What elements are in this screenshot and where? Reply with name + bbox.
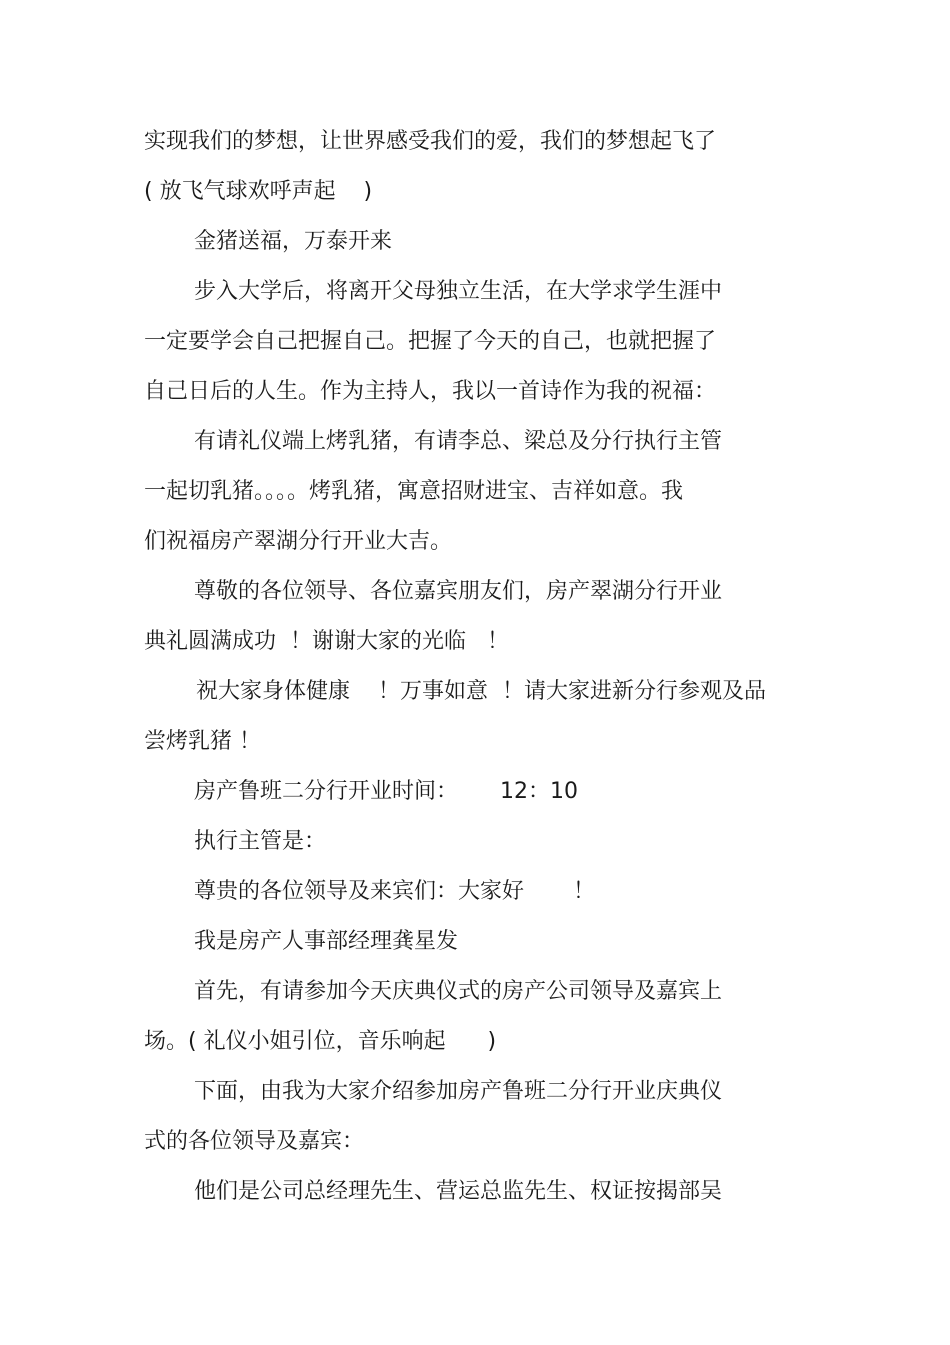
body-line: 式的各位领导及嘉宾： bbox=[144, 1129, 365, 1154]
body-line: 尊贵的各位领导及来宾们：大家好 ！ bbox=[194, 879, 595, 904]
body-line: 尝烤乳猪 ！ bbox=[144, 729, 261, 754]
body-line: 首先，有请参加今天庆典仪式的房产公司领导及嘉宾上 bbox=[194, 979, 723, 1004]
body-line: 下面，由我为大家介绍参加房产鲁班二分行开业庆典仪 bbox=[194, 1079, 723, 1104]
body-line: 们祝福房产翠湖分行开业大吉。 bbox=[144, 529, 453, 554]
body-line: 有请礼仪端上烤乳猪，有请李总、梁总及分行执行主管 bbox=[194, 429, 723, 454]
body-line: 金猪送福，万泰开来 bbox=[194, 229, 393, 254]
body-line: 他们是公司总经理先生、营运总监先生、权证按揭部吴 bbox=[194, 1179, 723, 1204]
body-line: 实现我们的梦想，让世界感受我们的爱，我们的梦想起飞了 bbox=[144, 129, 717, 154]
body-line: 步入大学后，将离开父母独立生活，在大学求学生涯中 bbox=[194, 279, 723, 304]
body-line: 祝大家身体健康 ！万事如意 ！请大家进新分行参观及品 bbox=[196, 679, 766, 704]
body-line: 一定要学会自己把握自己。把握了今天的自己，也就把握了 bbox=[144, 329, 717, 354]
body-line: 一起切乳猪。。。。烤乳猪，寓意招财进宝、吉祥如意。我 bbox=[144, 479, 684, 504]
stage-direction-line: ( 放飞气球欢呼声起 ) bbox=[144, 179, 373, 204]
body-line: 我是房产人事部经理龚星发 bbox=[194, 929, 459, 954]
body-line: 执行主管是： bbox=[194, 829, 327, 854]
body-line: 场。( 礼仪小姐引位，音乐响起 ) bbox=[144, 1029, 497, 1054]
body-line: 尊敬的各位领导、各位嘉宾朋友们，房产翠湖分行开业 bbox=[194, 579, 723, 604]
body-line: 典礼圆满成功 ！谢谢大家的光临 ！ bbox=[144, 629, 509, 654]
body-line: 自己日后的人生。作为主持人，我以一首诗作为我的祝福： bbox=[144, 379, 717, 404]
opening-time-line: 房产鲁班二分行开业时间： 12：10 bbox=[194, 779, 578, 804]
